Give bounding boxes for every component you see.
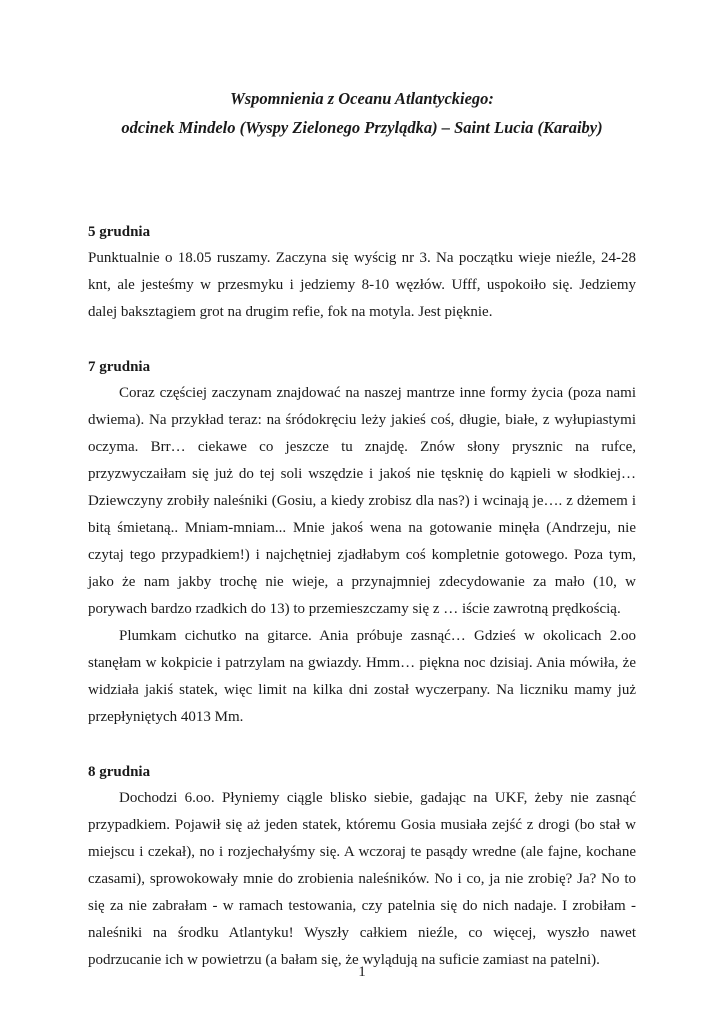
entry-paragraph: Punktualnie o 18.05 ruszamy. Zaczyna się wyścig nr 3. Na początku wieje nieźle, 24-28 knt, ale jesteśmy w przesmyku i jedziemy 8-10 węzłów. Ufff, uspokoiło się. Jedziemy dalej baksztagiem grot na drugim refie, fok na motyla. Jest pięknie. [88,250,636,320]
page-number: 1 [358,964,366,980]
entry-date: 5 grudnia [88,224,151,240]
entry-date: 8 grudnia [88,764,151,780]
title-line-1: Wspomnienia z Oceanu Atlantyckiego: [230,89,494,108]
entry-paragraph: Coraz częściej zaczynam znajdować na naszej mantrze inne formy życia (poza nami dwiema). Na przykład teraz: na śródokręciu leży jakieś coś, długie, białe, z wyłupiastymi oczyma. Brr… ciekawe co jeszcze tu znajdę. Znów słony prysznic na rufce, przyzwyczaiłam się już do tej soli wszędzie i jakoś nie tęsknię do kąpieli w słodkiej… Dziewczyny zrobiły naleśniki (Gosiu, a kiedy zrobisz dla nas?) i wcinają je…. z dżemem i bitą śmietaną.. Mniam-mniam... Mnie jakoś wena na gotowanie minęła (Andrzeju, nie czytaj tego przypadkiem!) i najchętniej zjadłabym coś kompletnie gotowego. Poza tym, jako że nam jakby trochę nie wieje, a przynajmniej zdecydowanie za mało (10, w porywach bardzo rzadkich do 13) to przemieszczamy się z … iście zawrotną prędkością. [88,385,636,617]
entry-paragraph: Plumkam cichutko na gitarce. Ania próbuje zasnąć… Gdzieś w okolicach 2.oo stanęłam w kokpicie i patrzylam na gwiazdy. Hmm… piękna noc dzisiaj. Ania mówiła, że widziała jakiś statek, więc limit na kilka dni został wyczerpany. Na liczniku mamy już przepłyniętych 4013 Mm. [88,628,636,725]
title-line-2: odcinek Mindelo (Wyspy Zielonego Przylądka) – Saint Lucia (Karaiby) [121,118,603,137]
diary-entry-7-december [88,354,636,731]
diary-entry-5-december [88,219,636,326]
diary-entry-8-december [88,759,636,974]
entry-paragraph: Dochodzi 6.oo. Płyniemy ciągle blisko siebie, gadając na UKF, żeby nie zasnąć przypadkiem. Pojawił się aż jeden statek, któremu Gosia musiała zejść z drogi (bo stał w miejscu i czekał), no i rozjechałyśmy się. A wczoraj te pasądy wredne (ale fajne, kochane czasami), sprowokowały mnie do zrobienia naleśników. No i co, ja nie zrobię? Ja? No to się za nie zabrałam - w ramach testowania, czy patelnia się do nich nadaje. I zrobiłam - naleśniki na środku Atlantyku! Wyszły całkiem nieźle, co więcej, wyszło nawet podrzucanie ich w powietrzu (a bałam się, że wylądują na suficie zamiast na patelni). [88,790,636,968]
entry-date: 7 grudnia [88,359,151,375]
document-title [88,84,636,142]
